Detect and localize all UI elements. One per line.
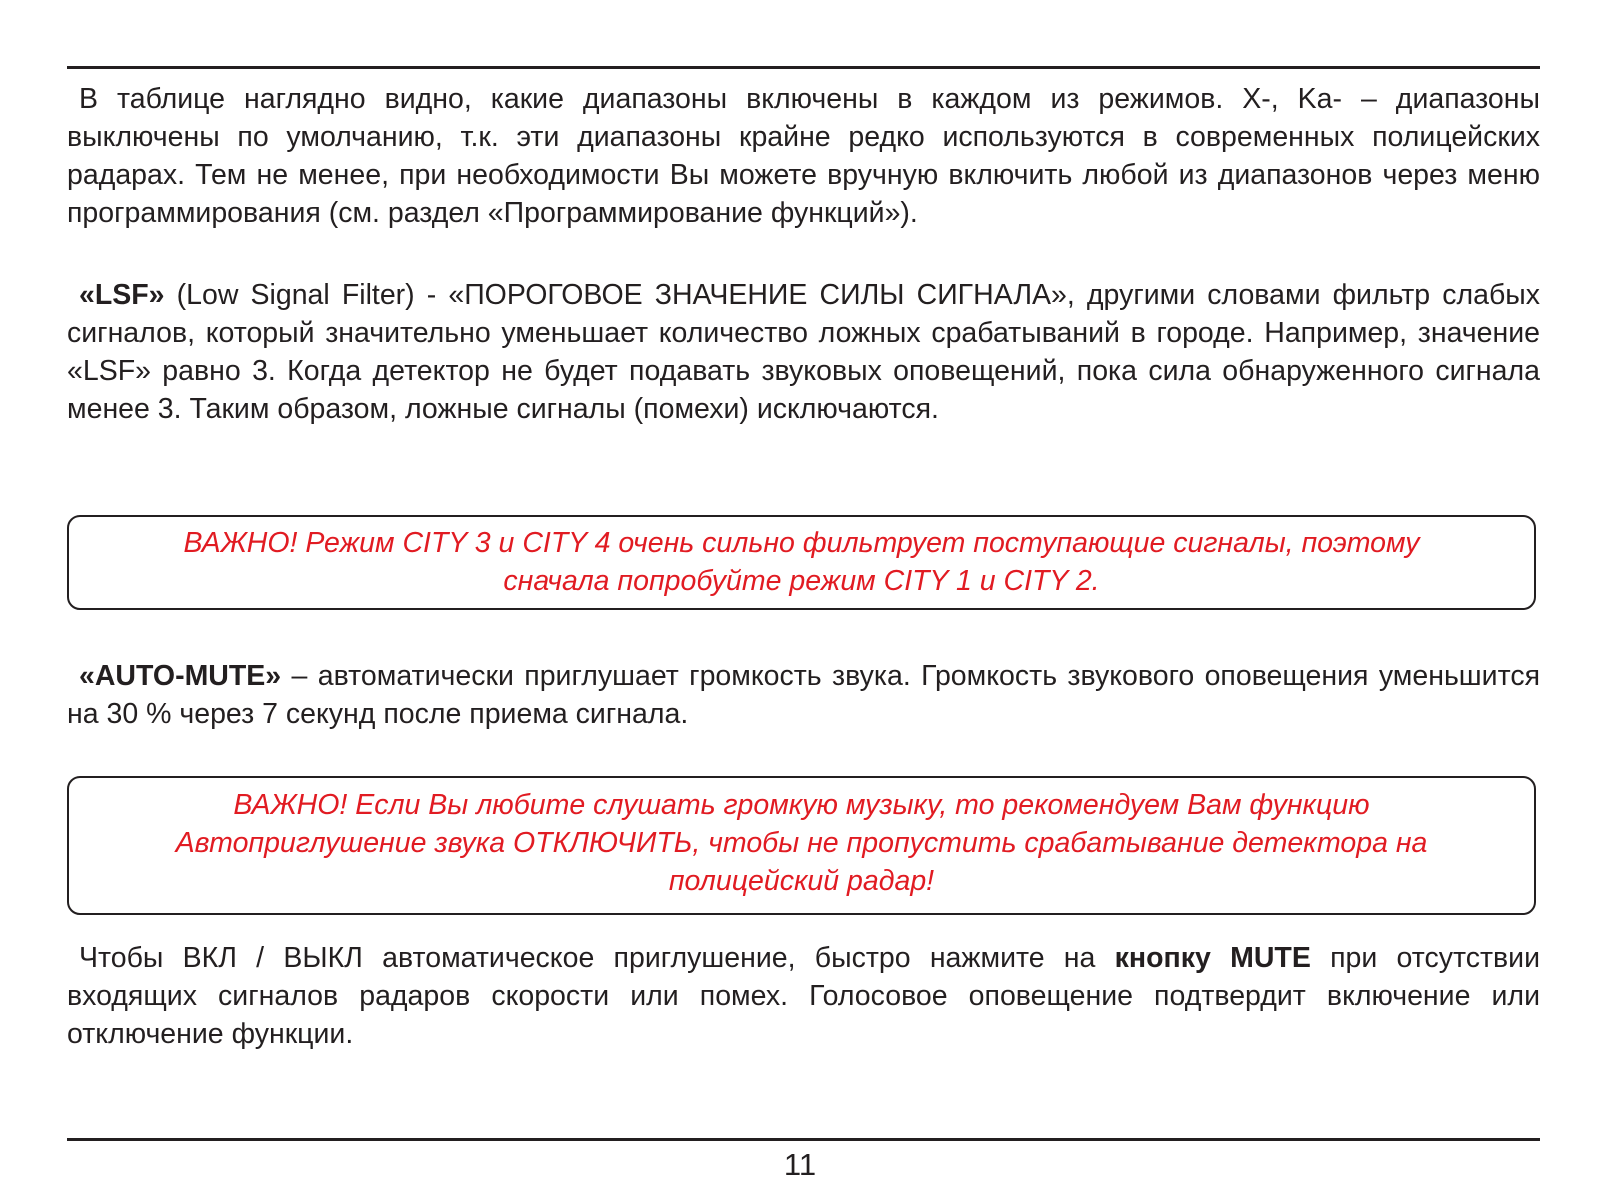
paragraph-modes-table-text: В таблице наглядно видно, какие диапазоны включены в каждом из режимов. X-, Ka- – диапазоны выключены по умолчанию, т.к. эти диапазоны крайне редко используются в современных полицейских радарах. Тем не менее, при необходимости Вы можете вручную включить любой из диапазонов через меню программирования (см. раздел «Программирование функций»). bbox=[67, 83, 1540, 229]
notice-music-line-1: ВАЖНО! Если Вы любите слушать громкую музыку, то рекомендуем Вам функцию bbox=[233, 789, 1370, 821]
notice-city-mode bbox=[67, 515, 1536, 610]
mute-text-after: при отсутствии входящих сигналов радаров скорости или помех. Голосовое оповещение подтвердит включение или отключение функции. bbox=[67, 942, 1540, 1050]
paragraph-modes-table bbox=[67, 80, 1540, 232]
notice-city-line-2: сначала попробуйте режим CITY 1 и CITY 2. bbox=[503, 565, 1100, 597]
top-divider bbox=[67, 66, 1540, 69]
mute-button-term: кнопку MUTE bbox=[1114, 942, 1311, 974]
paragraph-mute-button bbox=[67, 939, 1540, 1053]
paragraph-auto-mute bbox=[67, 657, 1540, 733]
notice-loud-music bbox=[67, 776, 1536, 915]
notice-music-line-3: полицейский радар! bbox=[668, 865, 935, 897]
auto-mute-term: «AUTO-MUTE» bbox=[79, 660, 282, 692]
mute-text-before: Чтобы ВКЛ / ВЫКЛ автоматическое приглушение, быстро нажмите на bbox=[79, 942, 1115, 974]
page-number: 11 bbox=[783, 1147, 817, 1182]
bottom-divider bbox=[67, 1138, 1540, 1141]
lsf-description: (Low Signal Filter) - «ПОРОГОВОЕ ЗНАЧЕНИЕ СИЛЫ СИГНАЛА», другими словами фильтр слабых сигналов, который значительно уменьшает количество ложных срабатываний в городе. Например, значение «LSF» равно 3. Когда детектор не будет подавать звуковых оповещений, пока сила обнаруженного сигнала менее 3. Таким образом, ложные сигналы (помехи) исключаются. bbox=[67, 279, 1540, 425]
lsf-term: «LSF» bbox=[79, 279, 165, 311]
paragraph-lsf bbox=[67, 276, 1540, 428]
notice-music-line-2: Автоприглушение звука ОТКЛЮЧИТЬ, чтобы не пропустить срабатывание детектора на bbox=[175, 827, 1428, 859]
notice-city-line-1: ВАЖНО! Режим CITY 3 и CITY 4 очень сильно фильтрует поступающие сигналы, поэтому bbox=[183, 527, 1420, 559]
auto-mute-description: – автоматически приглушает громкость звука. Громкость звукового оповещения уменьшится на 30 % через 7 секунд после приема сигнала. bbox=[67, 660, 1540, 730]
